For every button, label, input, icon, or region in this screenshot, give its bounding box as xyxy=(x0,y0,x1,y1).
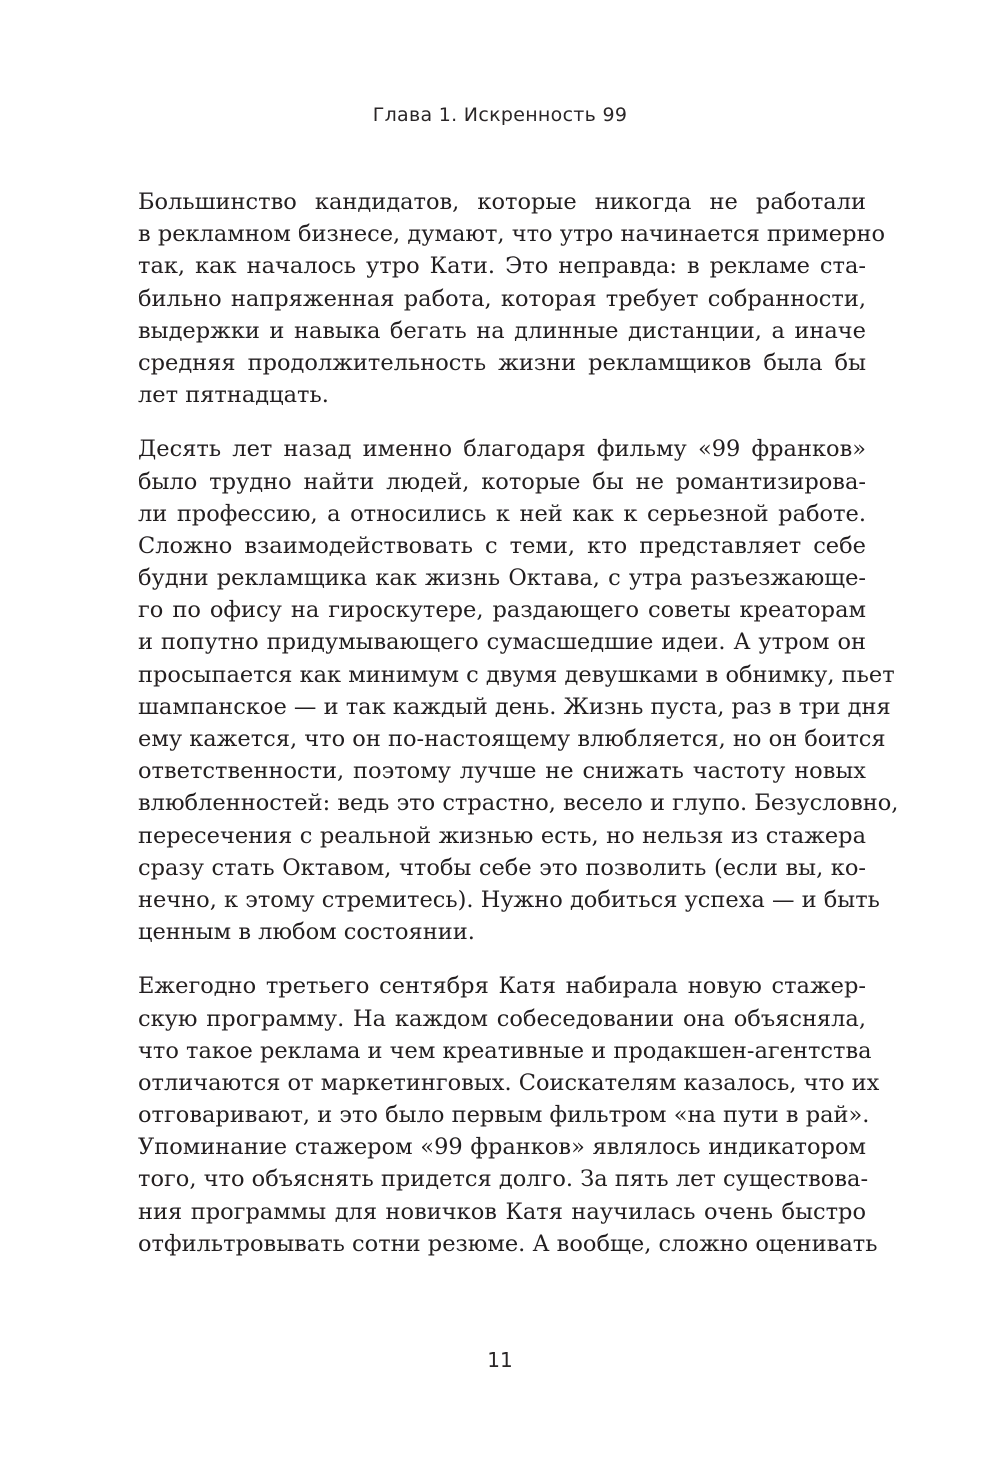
text-line: нечно, к этому стремитесь). Нужно добиться успеха — и быть xyxy=(138,886,880,913)
text-line: лет пятнадцать. xyxy=(138,382,329,409)
page-number: 11 xyxy=(487,1348,513,1372)
text-line: было трудно найти людей, которые бы не романтизирова- xyxy=(138,468,866,495)
text-line: в рекламном бизнесе, думают, что утро начинается примерно xyxy=(138,221,886,248)
paragraph-2 xyxy=(138,433,899,948)
text-line: просыпается как минимум с двумя девушками в обнимку, пьет xyxy=(138,661,895,688)
text-line: отговаривают, и это было первым фильтром «на пути в рай». xyxy=(138,1102,870,1129)
text-line: влюбленностей: ведь это страстно, весело и глупо. Безусловно, xyxy=(138,790,899,817)
text-line: ния программы для новичков Катя научилась очень быстро xyxy=(138,1198,866,1225)
text-line: Сложно взаимодействовать с теми, кто представляет себе xyxy=(138,532,866,559)
text-line: шампанское — и так каждый день. Жизнь пуста, раз в три дня xyxy=(138,693,891,720)
paragraph-3 xyxy=(138,970,880,1260)
text-line: ли профессию, а относились к ней как к серьезной работе. xyxy=(138,500,866,527)
text-line: и попутно придумывающего сумасшедшие идеи. А утром он xyxy=(138,629,866,656)
text-line: Упоминание стажером «99 франков» являлось индикатором xyxy=(138,1134,866,1161)
running-head: Глава 1. Искренность 99 xyxy=(372,104,628,126)
text-line: средняя продолжительность жизни рекламщиков была бы xyxy=(138,349,866,376)
text-line: ценным в любом состоянии. xyxy=(138,919,475,946)
text-line: го по офису на гироскутере, раздающего советы креаторам xyxy=(138,597,866,624)
text-line: отличаются от маркетинговых. Соискателям казалось, что их xyxy=(138,1069,880,1096)
text-line: Ежегодно третьего сентября Катя набирала новую стажер- xyxy=(138,973,866,1000)
text-line: скую программу. На каждом собеседовании она объясняла, xyxy=(138,1005,866,1032)
text-line: так, как началось утро Кати. Это неправда: в рекламе ста- xyxy=(138,253,866,280)
text-line: того, что объяснять придется долго. За пять лет существова- xyxy=(138,1166,869,1193)
text-line: бильно напряженная работа, которая требует собранности, xyxy=(138,285,866,312)
text-line: что такое реклама и чем креативные и продакшен-агентства xyxy=(138,1037,872,1064)
text-line: выдержки и навыка бегать на длинные дистанции, а иначе xyxy=(138,317,866,344)
paragraph-1 xyxy=(138,186,886,411)
text-line: пересечения с реальной жизнью есть, но нельзя из стажера xyxy=(138,822,866,849)
text-line: сразу стать Октавом, чтобы себе это позволить (если вы, ко- xyxy=(138,854,866,881)
body-text xyxy=(138,186,899,1282)
text-line: Десять лет назад именно благодаря фильму «99 франков» xyxy=(138,436,866,463)
text-line: отфильтровывать сотни резюме. А вообще, сложно оценивать xyxy=(138,1230,878,1257)
text-line: Большинство кандидатов, которые никогда не работали xyxy=(138,189,866,215)
text-line: ему кажется, что он по-настоящему влюбляется, но он боится xyxy=(138,726,886,752)
text-line: ответственности, поэтому лучше не снижать частоту новых xyxy=(138,758,866,785)
text-line: будни рекламщика как жизнь Октава, с утра разъезжающе- xyxy=(138,565,866,592)
